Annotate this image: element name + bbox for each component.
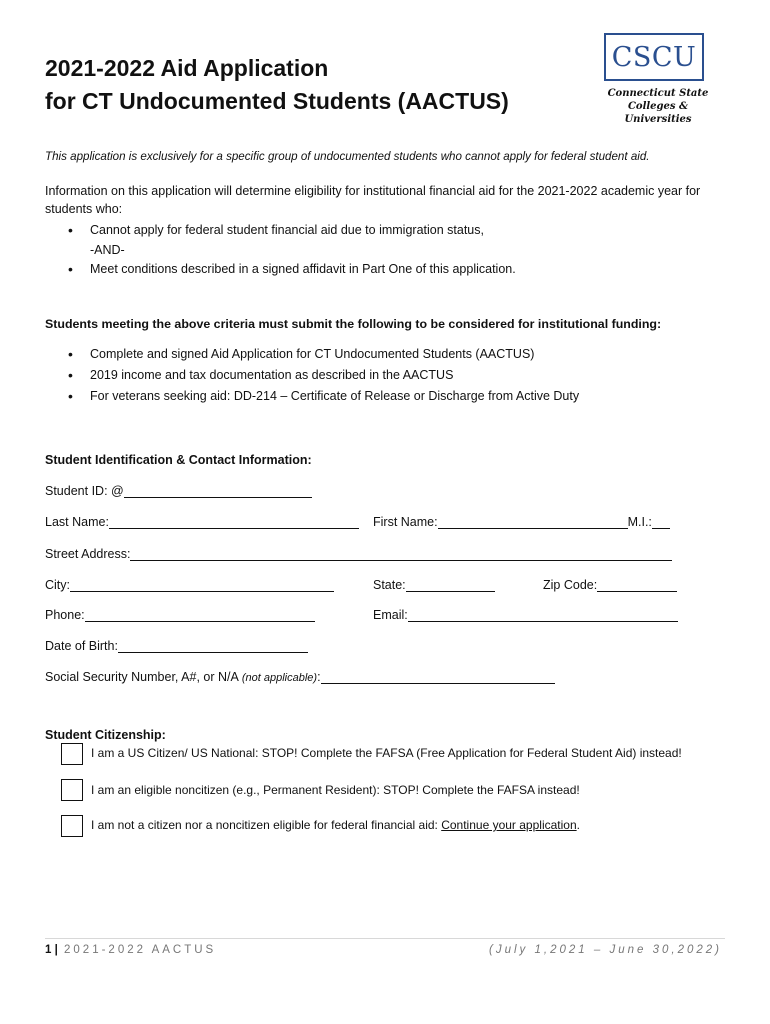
ssn-input[interactable] — [321, 670, 555, 684]
ssn-label: Social Security Number, A#, or N/A — [45, 670, 239, 684]
street-field — [45, 543, 672, 561]
page-title — [45, 52, 509, 118]
email-field — [373, 604, 678, 622]
list-item: • 2019 income and tax documentation as described in the AACTUS — [68, 365, 579, 386]
us-citizen-label: I am a US Citizen/ US National: STOP! Complete the FAFSA (Free Application for Federal Student Aid) instead! — [91, 746, 682, 760]
title-line-2: for CT Undocumented Students (AACTUS) — [45, 88, 509, 114]
mi-label: M.I.: — [627, 515, 652, 529]
city-input[interactable] — [70, 578, 334, 592]
email-input[interactable] — [408, 608, 678, 622]
list-item: • Meet conditions described in a signed affidavit in Part One of this application. — [68, 259, 516, 280]
not-citizen-label: I am not a citizen nor a noncitizen eligible for federal financial aid: — [91, 818, 442, 832]
logo-text: CSCU — [611, 41, 697, 73]
last-name-input[interactable] — [109, 515, 359, 529]
logo-sub-line-2: Colleges & Universities — [624, 101, 692, 125]
phone-label: Phone: — [45, 608, 85, 622]
first-name-input[interactable] — [438, 515, 628, 529]
us-citizen-checkbox[interactable] — [61, 743, 83, 765]
title-line-1: 2021-2022 Aid Application — [45, 55, 329, 81]
footer-date-range: (July 1,2021 – June 30,2022) — [489, 944, 722, 956]
state-field — [373, 574, 495, 592]
zip-field — [543, 574, 677, 592]
criteria-heading: Students meeting the above criteria must submit the following to be considered for institutional funding: — [45, 317, 662, 331]
student-id-input[interactable] — [124, 484, 312, 498]
list-item: • Cannot apply for federal student financial aid due to immigration status, — [68, 220, 516, 241]
list-item: • Complete and signed Aid Application for CT Undocumented Students (AACTUS) — [68, 344, 579, 365]
zip-input[interactable] — [597, 578, 677, 592]
first-name-label: First Name: — [373, 515, 438, 529]
dob-field — [45, 635, 308, 653]
city-field — [45, 574, 334, 592]
eligibility-list — [68, 220, 516, 280]
contact-heading: Student Identification & Contact Information: — [45, 453, 312, 467]
ssn-colon: : — [317, 670, 321, 684]
footer-divider — [45, 938, 725, 939]
email-label: Email: — [373, 608, 408, 622]
logo-sub-line-1: Connecticut State — [607, 88, 709, 99]
list-item: • For veterans seeking aid: DD-214 – Certificate of Release or Discharge from Active Duty — [68, 386, 579, 407]
list-item-and: -AND- — [90, 243, 125, 257]
city-label: City: — [45, 578, 70, 592]
footer-left — [45, 944, 216, 956]
phone-input[interactable] — [85, 608, 315, 622]
intro-text: This application is exclusively for a specific group of undocumented students who cannot apply for federal student aid. — [45, 150, 650, 163]
last-name-label: Last Name: — [45, 515, 109, 529]
dob-input[interactable] — [118, 639, 308, 653]
ssn-note: (not applicable) — [241, 672, 318, 684]
eligible-noncitizen-checkbox[interactable] — [61, 779, 83, 801]
footer-doc-title: 2021-2022 AACTUS — [64, 944, 217, 956]
logo-subtitle — [596, 87, 720, 126]
not-citizen-checkbox[interactable] — [61, 815, 83, 837]
logo-box — [604, 33, 704, 81]
continue-application-link[interactable]: Continue your application — [441, 818, 577, 832]
student-id-field — [45, 480, 312, 498]
street-input[interactable] — [130, 547, 672, 561]
last-name-field — [45, 511, 359, 529]
student-id-label: Student ID: @ — [45, 484, 124, 498]
street-label: Street Address: — [45, 547, 131, 561]
state-label: State: — [373, 578, 406, 592]
info-text: Information on this application will determine eligibility for institutional financial aid for the 2021-2022 academic year for students who: — [45, 184, 701, 216]
phone-field — [45, 604, 315, 622]
state-input[interactable] — [406, 578, 495, 592]
eligible-noncitizen-label: I am an eligible noncitizen (e.g., Permanent Resident): STOP! Complete the FAFSA instead! — [91, 783, 580, 797]
citizenship-heading: Student Citizenship: — [45, 728, 166, 742]
ssn-field — [45, 666, 555, 684]
page-number: 1 | — [45, 944, 58, 956]
zip-label: Zip Code: — [543, 578, 598, 592]
dob-label: Date of Birth: — [45, 639, 118, 653]
cscu-logo — [596, 33, 720, 126]
first-name-field — [373, 511, 670, 529]
requirements-list — [68, 344, 579, 407]
mi-input[interactable] — [652, 515, 670, 529]
period: . — [576, 818, 580, 832]
not-citizen-option — [91, 817, 580, 833]
